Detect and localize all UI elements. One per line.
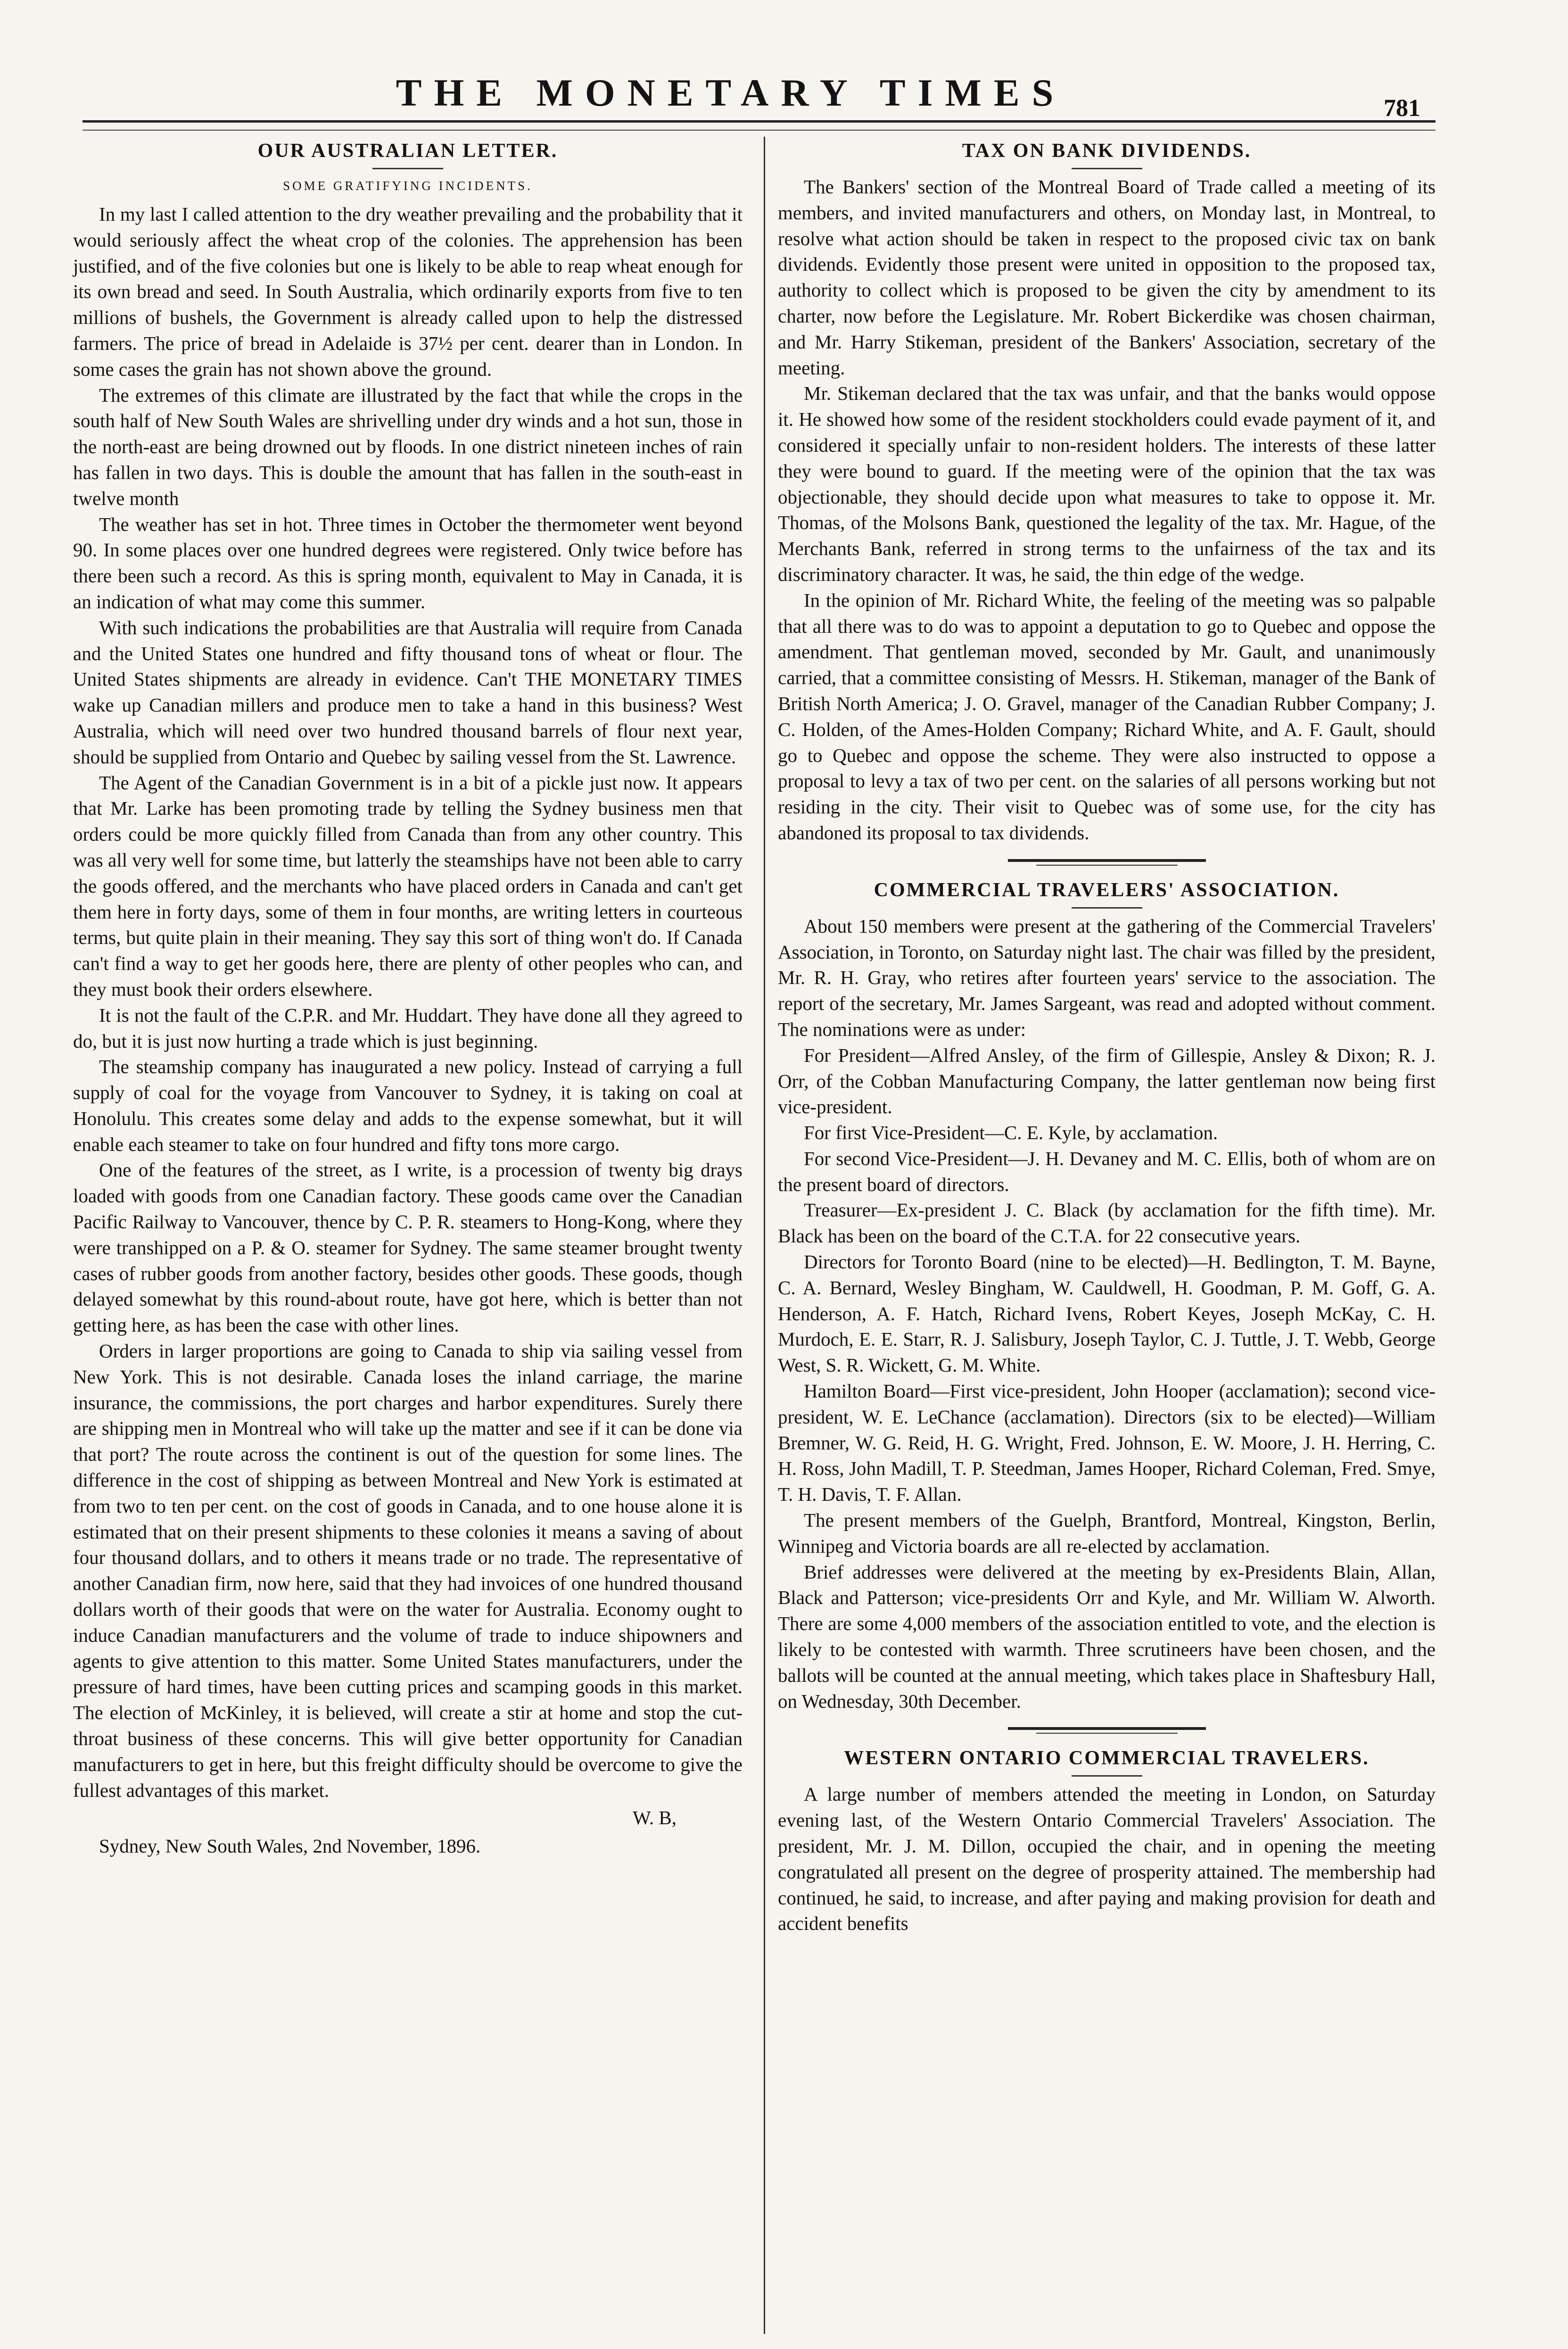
- masthead-title: THE MONETARY TIMES: [396, 71, 1066, 114]
- paragraph: The present members of the Guelph, Brantford, Montreal, Kingston, Berlin, Winnipeg and Victoria boards are all re-elected by acclamation.: [778, 1509, 1436, 1557]
- right-column: [778, 137, 1436, 1936]
- left-column: [73, 137, 743, 1859]
- article-heading-western-ontario: WESTERN ONTARIO COMMERCIAL TRAVELERS.: [844, 1747, 1370, 1770]
- author-signature: W. B,: [632, 1807, 677, 1829]
- article-heading-commercial-travelers: COMMERCIAL TRAVELERS' ASSOCIATION.: [874, 879, 1340, 901]
- paragraph: The Agent of the Canadian Government is in a bit of a pickle just now. It appears that Mr. Larke has been promoting trade by telling the Sydney business men that orders could be more quickly filled from Canada than from any other country. This was all very well for some time, but latterly the steamships have not been able to carry the goods offered, and the merchants who have placed orders in Canada and can't get them here in forty days, some of them in four months, are writing letters in courteous terms, but quite plain in their meaning. They say this sort of thing won't do. If Canada can't find a way to get her goods here, there are plenty of other peoples who can, and they must book their orders elsewhere.: [73, 771, 743, 1000]
- heading-rule: [372, 168, 443, 169]
- paragraph: A large number of members attended the meeting in London, on Saturday evening last, of the Western Ontario Commercial Travelers' Association. The president, Mr. J. M. Dillon, occupied the chair, and in opening the meeting congratulated all present on the degree of prosperity attained. The membership had continued, he said, to increase, and after paying and making provision for death and accident benefits: [778, 1783, 1436, 1935]
- paragraph: Brief addresses were delivered at the meeting by ex-Presidents Blain, Allan, Black and Patterson; vice-presidents Orr and Kyle, and Mr. William W. Alworth. There are some 4,000 members of the association entitled to vote, and the election is likely to be contested with warmth. Three scrutineers have been chosen, and the ballots will be counted at the annual meeting, which takes place in Shaftesbury Hall, on Wednesday, 30th December.: [778, 1561, 1436, 1712]
- heading-rule: [1072, 1775, 1142, 1777]
- paragraph: Treasurer—Ex-president J. C. Black (by acclamation for the fifth time). Mr. Black has been on the board of the C.T.A. for 22 consecutive years.: [778, 1199, 1436, 1247]
- paragraph: For first Vice-President—C. E. Kyle, by acclamation.: [804, 1122, 1218, 1144]
- paragraph: In my last I called attention to the dry weather prevailing and the probability that it would seriously affect the wheat crop of the colonies. The apprehension has been justified, and of the five colonies but one is likely to be able to reap wheat enough for its own bread and seed. In South Australia, which ordinarily exports from five to ten millions of bushels, the Government is already called upon to help the distressed farmers. The price of bread in Adelaide is 37½ per cent. dearer than in London. In some cases the grain has not shown above the ground.: [73, 203, 743, 380]
- paragraph: The steamship company has inaugurated a new policy. Instead of carrying a full supply of coal for the voyage from Vancouver to Sydney, it is taking on coal at Honolulu. This creates some delay and adds to the expense somewhat, but it will enable each steamer to take on four hundred and fifty tons more cargo.: [73, 1056, 743, 1155]
- article-heading-australian-letter: OUR AUSTRALIAN LETTER.: [257, 140, 558, 162]
- article-subheading: SOME GRATIFYING INCIDENTS.: [283, 179, 533, 193]
- paragraph: One of the features of the street, as I write, is a procession of twenty big drays loaded with goods from one Canadian factory. These goods came over the Canadian Pacific Railway to Vancouver, thence by C. P. R. steamers to Hong-Kong, where they were transhipped on a P. & O. steamer for Sydney. The same steamer brought twenty cases of rubber goods from another factory, besides other goods. These goods, though delayed somewhat by this round-about route, have got here, which is better than not getting here, as has been the case with other lines.: [73, 1159, 743, 1336]
- paragraph: It is not the fault of the C.P.R. and Mr. Huddart. They have done all they agreed to do, but it is just now hurting a trade which is just beginning.: [73, 1004, 743, 1052]
- article-heading-bank-dividends: TAX ON BANK DIVIDENDS.: [962, 140, 1252, 162]
- dateline: Sydney, New South Wales, 2nd November, 1896.: [99, 1835, 481, 1857]
- masthead-rule: [83, 120, 1436, 123]
- column-divider: [764, 137, 765, 2334]
- paragraph: Orders in larger proportions are going to Canada to ship via sailing vessel from New York. This is not desirable. Canada loses the inland carriage, the marine insurance, the commissions, the port charges and harbor expenditures. Surely there are shipping men in Montreal who will take up the matter and see if it can be done via that port? The route across the continent is out of the question for some lines. The difference in the cost of shipping as between Montreal and New York is estimated at from two to ten per cent. on the cost of goods in Canada, and to one house alone it is estimated that on their present shipments to these colonies it means a saving of about four thousand dollars, and to others it means trade or no trade. The representative of another Canadian firm, now here, said that they had invoices of one hundred thousand dollars worth of their goods that were on the water for Australia. Economy ought to induce Canadian manufacturers and the volume of trade to induce shipowners and agents to give attention to this matter. Some United States manufacturers, under the pressure of hard times, have been cutting prices and scamping goods in this market. The election of McKinley, it is believed, will create a stir at home and stop the cut-throat business of these concerns. This will give better opportunity for Canadian manufacturers to get in here, but this freight difficulty should be overcome to give the fullest advantages of this market.: [73, 1340, 743, 1801]
- paragraph: The weather has set in hot. Three times in October the thermometer went beyond 90. In some places over one hundred degrees were registered. Only twice before has there been such a record. As this is spring month, equivalent to May in Canada, it is an indication of what may come this summer.: [73, 513, 743, 612]
- paragraph: The Bankers' section of the Montreal Board of Trade called a meeting of its members, and invited manufacturers and others, on Monday last, in Montreal, to resolve what action should be taken in respect to the proposed civic tax on bank dividends. Evidently those present were united in opposition to the proposed tax, authority to collect which is proposed to be given the city by amendment to its charter, now before the Legislature. Mr. Robert Bickerdike was chosen chairman, and Mr. Harry Stikeman, president of the Bankers' Association, secretary of the meeting.: [778, 176, 1436, 379]
- section-separator: [1008, 859, 1206, 866]
- paragraph: In the opinion of Mr. Richard White, the feeling of the meeting was so palpable that all there was to do was to appoint a deputation to go to Quebec and oppose the amendment. That gentleman moved, seconded by Mr. Gault, and unanimously carried, that a committee consisting of Messrs. H. Stikeman, manager of the Bank of British North America; J. O. Gravel, manager of the Canadian Rubber Company; J. C. Holden, of the Ames-Holden Company; Richard White, and A. F. Gault, should go to Quebec and oppose the scheme. They were also instructed to oppose a proposal to levy a tax of two per cent. on the salaries of all persons working but not residing in the city. Their visit to Quebec was of some use, for the city has abandoned its proposal to tax dividends.: [778, 589, 1436, 844]
- paragraph: The extremes of this climate are illustrated by the fact that while the crops in the south half of New South Wales are shrivelling under dry winds and a hot sun, those in the north-east are being drowned out by floods. In one district nineteen inches of rain has fallen in two days. This is double the amount that has fallen in the south-east in twelve month: [73, 384, 743, 509]
- heading-rule: [1072, 168, 1142, 169]
- paragraph: About 150 members were present at the gathering of the Commercial Travelers' Association, in Toronto, on Saturday night last. The chair was filled by the president, Mr. R. H. Gray, who retires after fourteen years' service to the association. The report of the secretary, Mr. James Sargeant, was read and adopted without comment. The nominations were as under:: [778, 915, 1436, 1040]
- section-separator: [1008, 1727, 1206, 1734]
- paragraph: Mr. Stikeman declared that the tax was unfair, and that the banks would oppose it. He showed how some of the resident stockholders could evade payment of it, and considered it specially unfair to non-resident holders. The interests of these latter they were bound to guard. If the meeting were of the opinion that the tax was objectionable, they should decide upon what measures to take to oppose it. Mr. Thomas, of the Molsons Bank, questioned the legality of the tax. Mr. Hague, of the Merchants Bank, referred in strong terms to the unfairness of the tax and its discriminatory character. It was, he said, the thin edge of the wedge.: [778, 382, 1436, 585]
- paragraph: Directors for Toronto Board (nine to be elected)—H. Bedlington, T. M. Bayne, C. A. Bernard, Wesley Bingham, W. Cauldwell, H. Goodman, P. M. Goff, G. A. Henderson, A. F. Hatch, Richard Ivens, Robert Keyes, Joseph McKay, C. H. Murdoch, E. E. Starr, R. J. Salisbury, Joseph Taylor, C. J. Tuttle, J. T. Webb, George West, S. R. Wickett, G. M. White.: [778, 1251, 1436, 1376]
- heading-rule: [1072, 907, 1142, 909]
- paragraph: Hamilton Board—First vice-president, John Hooper (acclamation); second vice-president, W. E. LeChance (acclamation). Directors (six to be elected)—William Bremner, W. G. Reid, H. G. Wright, Fred. Johnson, E. W. Moore, J. H. Herring, C. H. Ross, John Madill, T. P. Steedman, James Hooper, Richard Coleman, Fred. Smye, T. H. Davis, T. F. Allan.: [778, 1380, 1436, 1505]
- paragraph: For President—Alfred Ansley, of the firm of Gillespie, Ansley & Dixon; R. J. Orr, of the Cobban Manufacturing Company, the latter gentleman now being first vice-president.: [778, 1044, 1436, 1118]
- paragraph: For second Vice-President—J. H. Devaney and M. C. Ellis, both of whom are on the present board of directors.: [778, 1147, 1436, 1195]
- paragraph: With such indications the probabilities are that Australia will require from Canada and the United States one hundred and fifty thousand tons of wheat or flour. The United States shipments are already in evidence. Can't THE MONETARY TIMES wake up Canadian millers and produce men to take a hand in this business? West Australia, which will need over two hundred thousand barrels of flour next year, should be supplied from Ontario and Quebec by sailing vessel from the St. Lawrence.: [73, 616, 743, 768]
- page-number: 781: [1384, 95, 1420, 122]
- masthead-rule-thin: [83, 130, 1436, 131]
